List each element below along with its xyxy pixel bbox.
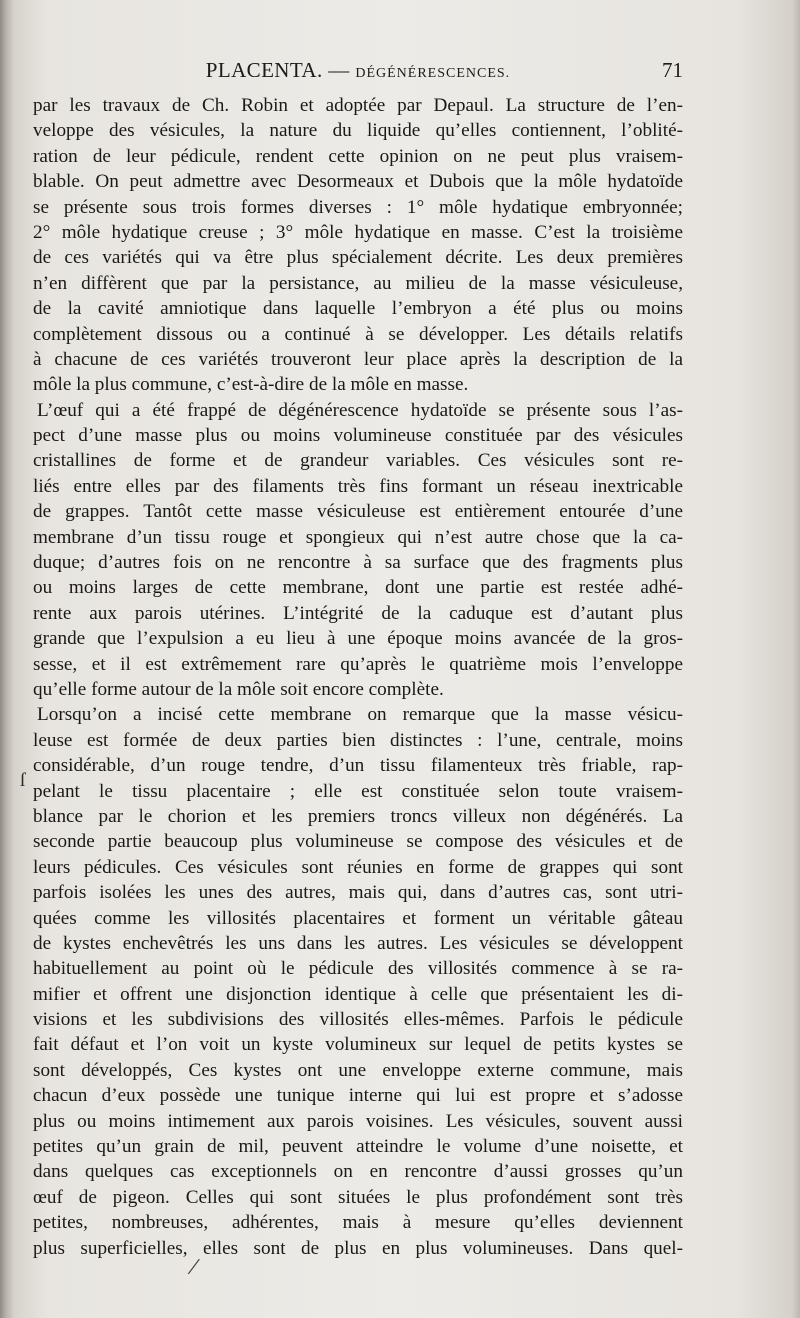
text-line: plus ou moins intimement aux parois voisines. Les vésicules, souvent aussi: [33, 1110, 683, 1132]
text-line: chacun d’eux possède une tunique interne qui lui est propre et s’adosse: [33, 1085, 683, 1107]
text-line: leuse est formée de deux parties bien distinctes : l’une, centrale, moins: [33, 729, 683, 751]
text-line: môle la plus commune, c’est-à-dire de la môle en masse.: [33, 374, 469, 396]
text-line: complètement dissous ou a continué à se développer. Les détails relatifs: [33, 323, 683, 345]
text-line: visions et les subdivisions des villosités elles-mêmes. Parfois le pédicule: [33, 1009, 683, 1031]
text-line: fait défaut et l’on voit un kyste volumineux sur lequel de petits kystes se: [33, 1034, 683, 1056]
page-edge-shadow: [792, 0, 800, 1318]
body-text: [33, 93, 683, 1261]
text-line: n’en diffèrent que par la persistance, au milieu de la masse vésiculeuse,: [33, 272, 683, 294]
text-line: veloppe des vésicules, la nature du liquide qu’elles contiennent, l’oblité-: [33, 120, 683, 142]
text-line: leurs pédicules. Ces vésicules sont réunies en forme de grappes qui sont: [33, 856, 683, 878]
text-line: quées comme les villosités placentaires et forment un véritable gâteau: [33, 907, 683, 929]
running-header: [33, 58, 683, 86]
text-line: pelant le tissu placentaire ; elle est constituée selon toute vraisem-: [33, 780, 683, 802]
text-line: de kystes enchevêtrés les uns dans les autres. Les vésicules se développent: [33, 932, 683, 954]
text-line: se présente sous trois formes diverses : 1° môle hydatique embryonnée;: [33, 196, 683, 218]
text-line: blable. On peut admettre avec Desormeaux et Dubois que la môle hydatoïde: [33, 171, 683, 193]
text-line: membrane d’un tissu rouge et spongieux qui n’est autre chose que la ca-: [33, 526, 683, 548]
text-line: de la cavité amniotique dans laquelle l’embryon a été plus ou moins: [33, 298, 683, 320]
page-gutter-shadow: [0, 0, 14, 1318]
running-title-main: PLACENTA. —: [205, 58, 350, 82]
text-line: sesse, et il est extrêmement rare qu’après le quatrième mois l’enveloppe: [33, 653, 683, 675]
page-number: 71: [662, 58, 683, 82]
text-line: mifier et offrent une disjonction identique à celle que présentaient les di-: [33, 983, 683, 1005]
text-line: grande que l’expulsion a eu lieu à une époque moins avancée de la gros-: [33, 628, 683, 650]
text-line: ou moins larges de cette membrane, dont une partie est restée adhé-: [33, 577, 683, 599]
text-line: Lorsqu’on a incisé cette membrane on remarque que la masse vésicu-: [37, 704, 683, 726]
text-line: considérable, d’un rouge tendre, d’un tissu filamenteux très friable, rap-: [33, 755, 683, 777]
text-line: 2° môle hydatique creuse ; 3° môle hydatique en masse. C’est la troisième: [33, 221, 683, 243]
text-line: duque; d’autres fois on ne rencontre à sa surface que des fragments plus: [33, 552, 683, 574]
running-title-subject: DÉGÉNÉRESCENCES.: [355, 66, 511, 81]
text-line: œuf de pigeon. Celles qui sont situées le plus profondément sont très: [33, 1186, 683, 1208]
text-line: parfois isolées les unes des autres, mais qui, dans d’autres cas, sont utri-: [33, 882, 683, 904]
text-line: L’œuf qui a été frappé de dégénérescence hydatoïde se présente sous l’as-: [37, 399, 683, 421]
text-line: seconde partie beaucoup plus volumineuse se compose des vésicules et de: [33, 831, 683, 853]
text-line: liés entre elles par des filaments très fins formant un réseau inextricable: [33, 475, 683, 497]
text-line: cristallines de forme et de grandeur variables. Ces vésicules sont re-: [33, 450, 683, 472]
text-line: ration de leur pédicule, rendent cette opinion on ne peut plus vraisem-: [33, 145, 683, 167]
text-line: dans quelques cas exceptionnels on en rencontre d’aussi grosses qu’un: [33, 1161, 683, 1183]
text-line: plus superficielles, elles sont de plus en plus volumineuses. Dans quel-: [33, 1237, 683, 1259]
running-title: [33, 58, 683, 83]
text-line: sont développés, Ces kystes ont une enveloppe externe commune, mais: [33, 1059, 683, 1081]
pencil-mark: /: [185, 1251, 202, 1282]
text-line: petites qu’un grain de mil, peuvent atteindre le volume d’une noisette, et: [33, 1136, 683, 1158]
text-line: de grappes. Tantôt cette masse vésiculeuse est entièrement entourée d’une: [33, 501, 683, 523]
margin-annotation-mark: ſ: [20, 770, 26, 791]
text-line: pect d’une masse plus ou moins volumineuse constituée par des vésicules: [33, 425, 683, 447]
text-line: de ces variétés qui va être plus spécialement décrite. Les deux premières: [33, 247, 683, 269]
text-line: par les travaux de Ch. Robin et adoptée par Depaul. La structure de l’en-: [33, 95, 683, 116]
text-line: à chacune de ces variétés trouveront leur place après la description de la: [33, 348, 683, 370]
text-line: habituellement au point où le pédicule des villosités commence à se ra-: [33, 958, 683, 980]
text-line: rente aux parois utérines. L’intégrité de la caduque est d’autant plus: [33, 602, 683, 624]
text-line: blance par le chorion et les premiers troncs villeux non dégénérés. La: [33, 805, 683, 827]
text-line: qu’elle forme autour de la môle soit encore complète.: [33, 678, 444, 700]
text-line: petites, nombreuses, adhérentes, mais à mesure qu’elles deviennent: [33, 1212, 683, 1234]
